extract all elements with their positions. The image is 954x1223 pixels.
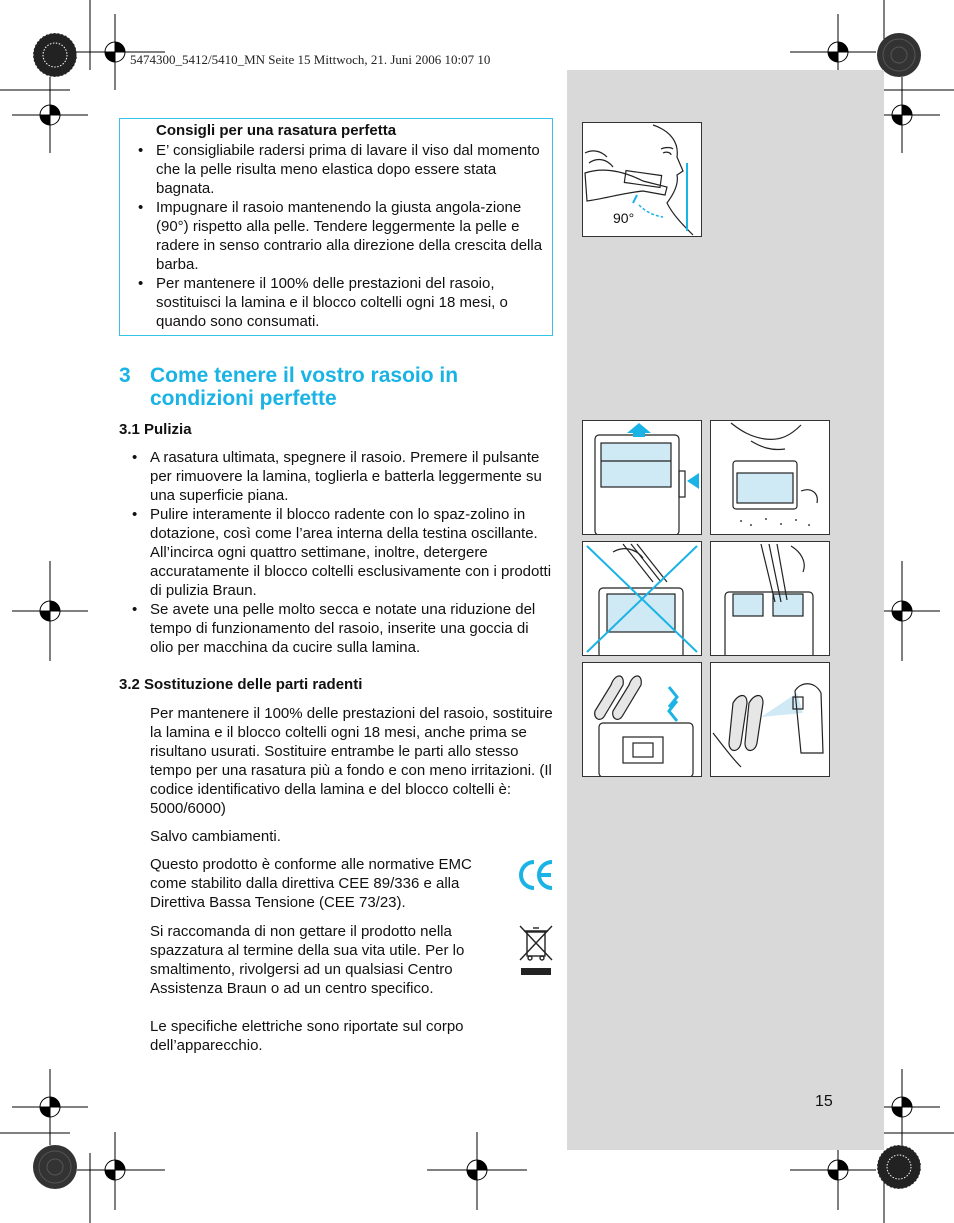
section-number: 3 (119, 364, 131, 387)
print-header: 5474300_5412/5410_MN Seite 15 Mittwoch, 21. Juni 2006 10:07 10 (130, 52, 491, 67)
figure-tap-foil (710, 420, 830, 535)
electrical-note: Le specifiche elettriche sono riportate sul corpo dell’apparecchio. (150, 1018, 464, 1054)
list-item: • Se avete una pelle molto secca e notate una riduzione del tempo di funzionamento del rasoio, inserite una goccia di olio per macchina da cucire sulla lamina. (150, 600, 555, 657)
changes-note: Salvo cambiamenti. (150, 828, 281, 845)
angle-label: 90° (613, 210, 635, 226)
tips-title: Consigli per una rasatura perfetta (156, 122, 397, 139)
disposal-note: Si raccomanda di non gettare il prodotto nella spazzatura al termine della sua vita utile. Per lo smaltimento, rivolgersi ad un qualsiasi Centro Assistenza Braun o ad un centro specifico. (150, 923, 465, 997)
list-item: • Per mantenere il 100% delle prestazioni del rasoio, sostituisci la lamina e il blocco coltelli ogni 18 mesi, o quando sono consumati. (156, 274, 548, 331)
page-number: 15 (815, 1093, 833, 1110)
figure-shaving-angle (582, 122, 702, 237)
list-item: • Pulire interamente il blocco radente con lo spaz-zolino in dotazione, così come l’area interna della testina oscillante. All’incirca ogni quattro settimane, inoltre, detergere accuratamente il blocco coltelli esclusivamente con i prodotti di pulizia Braun. (150, 505, 555, 600)
cleaning-list (150, 448, 555, 657)
emc-note: Questo prodotto è conforme alle normative EMC come stabilito dalla direttiva CEE 89/336 e alla Direttiva Bassa Tensione (CEE 73/23). (150, 856, 472, 911)
figure-no-brush-foil (582, 541, 702, 656)
replacement-text: Per mantenere il 100% delle prestazioni del rasoio, sostituire la lamina e il blocco coltelli ogni 18 mesi, anche prima se risultano usurati. Sostituire entrambe le parti allo stesso tempo per una rasatura più a fondo e con meno irritazioni. (Il codice identificativo della lamina e del blocco coltelli è: 5000/6000) (150, 705, 553, 817)
figure-spray-cutter (710, 662, 830, 777)
ce-mark-icon (516, 857, 556, 893)
section-title: Come tenere il vostro rasoio in condizioni perfette (150, 364, 459, 410)
figure-remove-foil (582, 420, 702, 535)
tips-list (156, 141, 548, 331)
replacement-heading: 3.2 Sostituzione delle parti radenti (119, 676, 363, 693)
figure-replace-cutter (582, 662, 702, 777)
list-item: • E’ consigliabile radersi prima di lavare il viso dal momento che la pelle risulta meno elastica dopo essere stata bagnata. (156, 141, 548, 198)
figure-brush-cutter (710, 541, 830, 656)
recycle-bin-icon (518, 922, 554, 978)
list-item: • Impugnare il rasoio mantenendo la giusta angola-zione (90°) rispetto alla pelle. Tendere leggermente la pelle e radere in senso contrario alla direzione della crescita della barba. (156, 198, 548, 274)
cleaning-heading: 3.1 Pulizia (119, 421, 192, 438)
list-item: • A rasatura ultimata, spegnere il rasoio. Premere il pulsante per rimuovere la lamina, toglierla e batterla leggermente su una superficie piana. (150, 448, 555, 505)
